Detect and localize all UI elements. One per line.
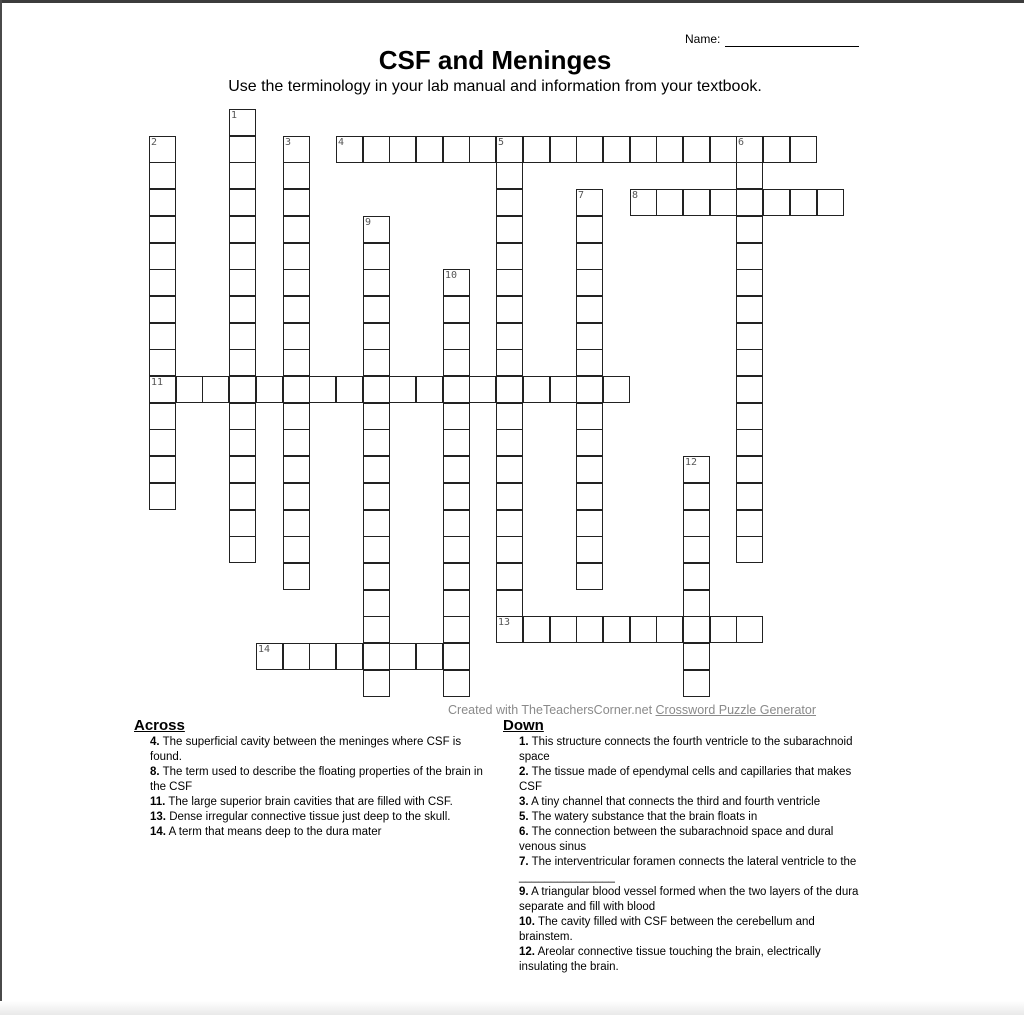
grid-cell[interactable] (736, 403, 763, 430)
grid-cell[interactable] (496, 456, 523, 483)
grid-cell[interactable] (416, 376, 443, 403)
grid-cell[interactable] (576, 349, 603, 376)
grid-cell[interactable] (496, 376, 523, 403)
grid-cell[interactable] (443, 349, 470, 376)
grid-cell[interactable] (229, 403, 256, 430)
grid-cell[interactable] (496, 429, 523, 456)
clue-number: 7 (578, 190, 585, 201)
grid-cell[interactable] (736, 349, 763, 376)
across-clues (134, 717, 494, 840)
clue-number: 13 (498, 617, 511, 628)
grid-cell[interactable] (283, 563, 310, 590)
grid-cell[interactable] (363, 323, 390, 350)
credit-text: Created with TheTeachersCorner.net (448, 703, 656, 717)
grid-cell[interactable] (496, 162, 523, 189)
clue-text: Dense irregular connective tissue just deep to the skull. (169, 811, 451, 823)
clue-text: The tissue made of ependymal cells and capillaries that makes CSF (519, 766, 852, 793)
grid-cell[interactable] (736, 536, 763, 563)
clue-number-label: 6. (519, 826, 529, 838)
grid-cell[interactable] (817, 189, 844, 216)
grid-cell[interactable] (283, 349, 310, 376)
grid-cell[interactable] (523, 136, 550, 163)
grid-cell[interactable] (283, 216, 310, 243)
grid-cell[interactable] (710, 136, 737, 163)
grid-cell[interactable] (683, 643, 710, 670)
clue-text: The watery substance that the brain floats in (531, 811, 758, 823)
grid-cell[interactable] (283, 429, 310, 456)
grid-cell[interactable] (683, 136, 710, 163)
grid-cell[interactable] (256, 376, 283, 403)
clue-number: 5 (498, 137, 505, 148)
grid-cell[interactable] (229, 483, 256, 510)
grid-cell[interactable] (283, 323, 310, 350)
grid-cell[interactable] (363, 216, 390, 243)
grid-cell[interactable] (363, 616, 390, 643)
grid-cell[interactable] (496, 189, 523, 216)
grid-cell[interactable] (363, 243, 390, 270)
clue-number: 2 (151, 137, 158, 148)
grid-cell[interactable] (149, 296, 176, 323)
grid-cell[interactable] (630, 136, 657, 163)
down-clue (503, 735, 863, 765)
down-heading: Down (503, 717, 544, 734)
grid-cell[interactable] (443, 456, 470, 483)
across-clue (134, 810, 494, 825)
grid-cell[interactable] (443, 670, 470, 697)
page-subtitle: Use the terminology in your lab manual and information from your textbook. (228, 78, 762, 95)
grid-cell[interactable] (283, 269, 310, 296)
down-clue (503, 810, 863, 825)
grid-cell[interactable] (229, 510, 256, 537)
grid-cell[interactable] (229, 162, 256, 189)
grid-cell[interactable] (736, 189, 763, 216)
grid-cell[interactable] (576, 429, 603, 456)
down-clue (503, 795, 863, 810)
grid-cell[interactable] (283, 403, 310, 430)
grid-cell[interactable] (683, 189, 710, 216)
grid-cell[interactable] (363, 510, 390, 537)
grid-cell[interactable] (283, 510, 310, 537)
grid-cell[interactable] (443, 536, 470, 563)
grid-cell[interactable] (416, 136, 443, 163)
grid-cell[interactable] (283, 483, 310, 510)
grid-cell[interactable] (576, 243, 603, 270)
grid-cell[interactable] (283, 296, 310, 323)
clue-number: 4 (338, 137, 345, 148)
grid-cell[interactable] (443, 616, 470, 643)
grid-cell[interactable] (576, 483, 603, 510)
grid-cell[interactable] (363, 483, 390, 510)
grid-cell[interactable] (443, 590, 470, 617)
grid-cell[interactable] (736, 483, 763, 510)
clue-text: The interventricular foramen connects the lateral ventricle to the _______________ (519, 856, 857, 883)
grid-cell[interactable] (469, 376, 496, 403)
grid-cell[interactable] (229, 429, 256, 456)
clue-text: The superficial cavity between the meninges where CSF is found. (150, 736, 462, 763)
grid-cell[interactable] (656, 136, 683, 163)
clue-number: 12 (685, 457, 698, 468)
grid-cell[interactable] (656, 189, 683, 216)
clue-number-label: 14. (150, 826, 166, 838)
grid-cell[interactable] (630, 616, 657, 643)
grid-cell[interactable] (710, 616, 737, 643)
grid-cell[interactable] (283, 536, 310, 563)
grid-cell[interactable] (149, 349, 176, 376)
grid-cell[interactable] (443, 643, 470, 670)
grid-cell[interactable] (176, 376, 203, 403)
grid-cell[interactable] (443, 296, 470, 323)
grid-cell[interactable] (149, 216, 176, 243)
grid-cell[interactable] (523, 376, 550, 403)
grid-cell[interactable] (443, 429, 470, 456)
grid-cell[interactable] (736, 376, 763, 403)
grid-cell[interactable] (496, 243, 523, 270)
grid-cell[interactable] (790, 136, 817, 163)
grid-cell[interactable] (683, 536, 710, 563)
clue-number: 3 (285, 137, 292, 148)
grid-cell[interactable] (683, 590, 710, 617)
grid-cell[interactable] (576, 189, 603, 216)
across-clue (134, 735, 494, 765)
grid-cell[interactable] (149, 269, 176, 296)
clue-number: 1 (231, 110, 238, 121)
clue-text: A triangular blood vessel formed when the two layers of the dura separate and fill with blood (519, 886, 859, 913)
down-clue (503, 825, 863, 855)
down-clue (503, 765, 863, 795)
grid-cell[interactable] (363, 269, 390, 296)
grid-cell[interactable] (576, 510, 603, 537)
grid-cell[interactable] (389, 643, 416, 670)
grid-cell[interactable] (496, 269, 523, 296)
grid-cell[interactable] (736, 323, 763, 350)
grid-cell[interactable] (496, 216, 523, 243)
name-label: Name: (685, 32, 721, 46)
grid-cell[interactable] (229, 269, 256, 296)
grid-cell[interactable] (363, 296, 390, 323)
grid-cell[interactable] (736, 243, 763, 270)
grid-cell[interactable] (443, 376, 470, 403)
clue-number: 9 (365, 217, 372, 228)
grid-cell[interactable] (576, 376, 603, 403)
grid-cell[interactable] (763, 189, 790, 216)
clue-number: 10 (445, 270, 458, 281)
clue-number-label: 5. (519, 811, 529, 823)
grid-cell[interactable] (603, 376, 630, 403)
down-clue (503, 915, 863, 945)
grid-cell[interactable] (683, 510, 710, 537)
grid-cell[interactable] (363, 403, 390, 430)
grid-cell[interactable] (576, 136, 603, 163)
clue-text: This structure connects the fourth ventricle to the subarachnoid space (519, 736, 853, 763)
grid-cell[interactable] (363, 429, 390, 456)
grid-cell[interactable] (389, 136, 416, 163)
grid-cell[interactable] (149, 323, 176, 350)
clue-text: The large superior brain cavities that are filled with CSF. (168, 796, 453, 808)
down-clue-list (503, 735, 863, 975)
grid-cell[interactable] (443, 483, 470, 510)
page-title: CSF and Meninges (378, 45, 612, 75)
down-clue (503, 855, 863, 885)
clue-text: Areolar connective tissue touching the brain, electrically insulating the brain. (519, 946, 821, 973)
clue-number-label: 4. (150, 736, 160, 748)
down-clue (503, 945, 863, 975)
grid-cell[interactable] (736, 216, 763, 243)
grid-cell[interactable] (229, 136, 256, 163)
grid-cell[interactable] (443, 563, 470, 590)
grid-cell[interactable] (576, 616, 603, 643)
grid-cell[interactable] (336, 136, 363, 163)
clue-number-label: 8. (150, 766, 160, 778)
grid-cell[interactable] (790, 189, 817, 216)
across-clue-list (134, 735, 494, 840)
across-clue (134, 765, 494, 795)
grid-cell[interactable] (496, 616, 523, 643)
grid-cell[interactable] (283, 456, 310, 483)
clue-text: The cavity filled with CSF between the cerebellum and brainstem. (519, 916, 815, 943)
clue-number-label: 1. (519, 736, 529, 748)
clue-number: 11 (151, 377, 164, 388)
grid-cell[interactable] (309, 643, 336, 670)
clue-number-label: 9. (519, 886, 529, 898)
grid-cell[interactable] (550, 136, 577, 163)
grid-cell[interactable] (683, 456, 710, 483)
across-heading: Across (134, 717, 185, 734)
clue-number-label: 2. (519, 766, 529, 778)
grid-cell[interactable] (683, 483, 710, 510)
grid-cell[interactable] (496, 403, 523, 430)
grid-cell[interactable] (736, 429, 763, 456)
grid-cell[interactable] (603, 616, 630, 643)
clue-number-label: 12. (519, 946, 535, 958)
grid-cell[interactable] (736, 136, 763, 163)
grid-cell[interactable] (496, 136, 523, 163)
grid-cell[interactable] (496, 296, 523, 323)
grid-cell[interactable] (202, 376, 229, 403)
grid-cell[interactable] (736, 296, 763, 323)
grid-cell[interactable] (363, 670, 390, 697)
grid-cell[interactable] (736, 162, 763, 189)
grid-cell[interactable] (363, 563, 390, 590)
clue-text: A tiny channel that connects the third and fourth ventricle (531, 796, 821, 808)
grid-cell[interactable] (336, 643, 363, 670)
clue-number: 14 (258, 644, 271, 655)
grid-cell[interactable] (283, 376, 310, 403)
clue-text: A term that means deep to the dura mater (168, 826, 382, 838)
grid-cell[interactable] (229, 536, 256, 563)
across-clue (134, 825, 494, 840)
grid-cell[interactable] (496, 563, 523, 590)
grid-cell[interactable] (576, 563, 603, 590)
grid-cell[interactable] (496, 349, 523, 376)
grid-cell[interactable] (363, 590, 390, 617)
grid-cell[interactable] (736, 616, 763, 643)
grid-cell[interactable] (149, 162, 176, 189)
clue-number-label: 10. (519, 916, 535, 928)
grid-cell[interactable] (363, 349, 390, 376)
grid-cell[interactable] (363, 456, 390, 483)
clue-number-label: 11. (150, 796, 166, 808)
grid-cell[interactable] (229, 349, 256, 376)
grid-cell[interactable] (736, 510, 763, 537)
grid-cell[interactable] (283, 643, 310, 670)
grid-cell[interactable] (443, 510, 470, 537)
grid-cell[interactable] (656, 616, 683, 643)
grid-cell[interactable] (496, 590, 523, 617)
credit-line (448, 703, 816, 717)
grid-cell[interactable] (496, 483, 523, 510)
grid-cell[interactable] (283, 243, 310, 270)
grid-cell[interactable] (363, 376, 390, 403)
across-clue (134, 795, 494, 810)
grid-cell[interactable] (683, 616, 710, 643)
grid-cell[interactable] (229, 376, 256, 403)
grid-cell[interactable] (149, 243, 176, 270)
grid-cell[interactable] (283, 162, 310, 189)
grid-cell[interactable] (576, 323, 603, 350)
grid-cell[interactable] (496, 323, 523, 350)
clue-number-label: 3. (519, 796, 529, 808)
grid-cell[interactable] (229, 456, 256, 483)
grid-cell[interactable] (256, 643, 283, 670)
grid-cell[interactable] (576, 216, 603, 243)
grid-cell[interactable] (229, 296, 256, 323)
grid-cell[interactable] (736, 269, 763, 296)
grid-cell[interactable] (443, 269, 470, 296)
grid-cell[interactable] (229, 189, 256, 216)
grid-cell[interactable] (149, 136, 176, 163)
grid-cell[interactable] (309, 376, 336, 403)
grid-cell[interactable] (443, 403, 470, 430)
grid-cell[interactable] (576, 269, 603, 296)
grid-cell[interactable] (576, 456, 603, 483)
grid-cell[interactable] (496, 536, 523, 563)
grid-cell[interactable] (683, 670, 710, 697)
down-clues (503, 717, 863, 975)
grid-cell[interactable] (149, 189, 176, 216)
grid-cell[interactable] (576, 296, 603, 323)
grid-cell[interactable] (736, 456, 763, 483)
grid-cell[interactable] (710, 189, 737, 216)
clue-number: 6 (738, 137, 745, 148)
grid-cell[interactable] (336, 376, 363, 403)
grid-cell[interactable] (149, 483, 176, 510)
down-clue (503, 885, 863, 915)
generator-link[interactable]: Crossword Puzzle Generator (655, 703, 817, 717)
grid-cell[interactable] (576, 403, 603, 430)
grid-cell[interactable] (229, 216, 256, 243)
grid-cell[interactable] (283, 189, 310, 216)
grid-cell[interactable] (389, 376, 416, 403)
grid-cell[interactable] (550, 616, 577, 643)
grid-cell[interactable] (683, 563, 710, 590)
grid-cell[interactable] (576, 536, 603, 563)
clue-text: The connection between the subarachnoid space and dural venous sinus (519, 826, 834, 853)
grid-cell[interactable] (416, 643, 443, 670)
grid-cell[interactable] (363, 643, 390, 670)
grid-cell[interactable] (149, 429, 176, 456)
clue-number-label: 13. (150, 811, 166, 823)
grid-cell[interactable] (229, 109, 256, 136)
grid-cell[interactable] (443, 323, 470, 350)
grid-cell[interactable] (229, 243, 256, 270)
grid-cell[interactable] (603, 136, 630, 163)
grid-cell[interactable] (630, 189, 657, 216)
grid-cell[interactable] (149, 456, 176, 483)
grid-cell[interactable] (469, 136, 496, 163)
grid-cell[interactable] (229, 323, 256, 350)
grid-cell[interactable] (550, 376, 577, 403)
grid-cell[interactable] (443, 136, 470, 163)
clue-number: 8 (632, 190, 639, 201)
grid-cell[interactable] (523, 616, 550, 643)
viewer-bottom-edge (0, 1001, 1024, 1015)
grid-cell[interactable] (363, 136, 390, 163)
grid-cell[interactable] (283, 136, 310, 163)
grid-cell[interactable] (496, 510, 523, 537)
clue-text: The term used to describe the floating properties of the brain in the CSF (150, 766, 483, 793)
clue-number-label: 7. (519, 856, 529, 868)
grid-cell[interactable] (363, 536, 390, 563)
grid-cell[interactable] (149, 403, 176, 430)
grid-cell[interactable] (149, 376, 176, 403)
grid-cell[interactable] (763, 136, 790, 163)
